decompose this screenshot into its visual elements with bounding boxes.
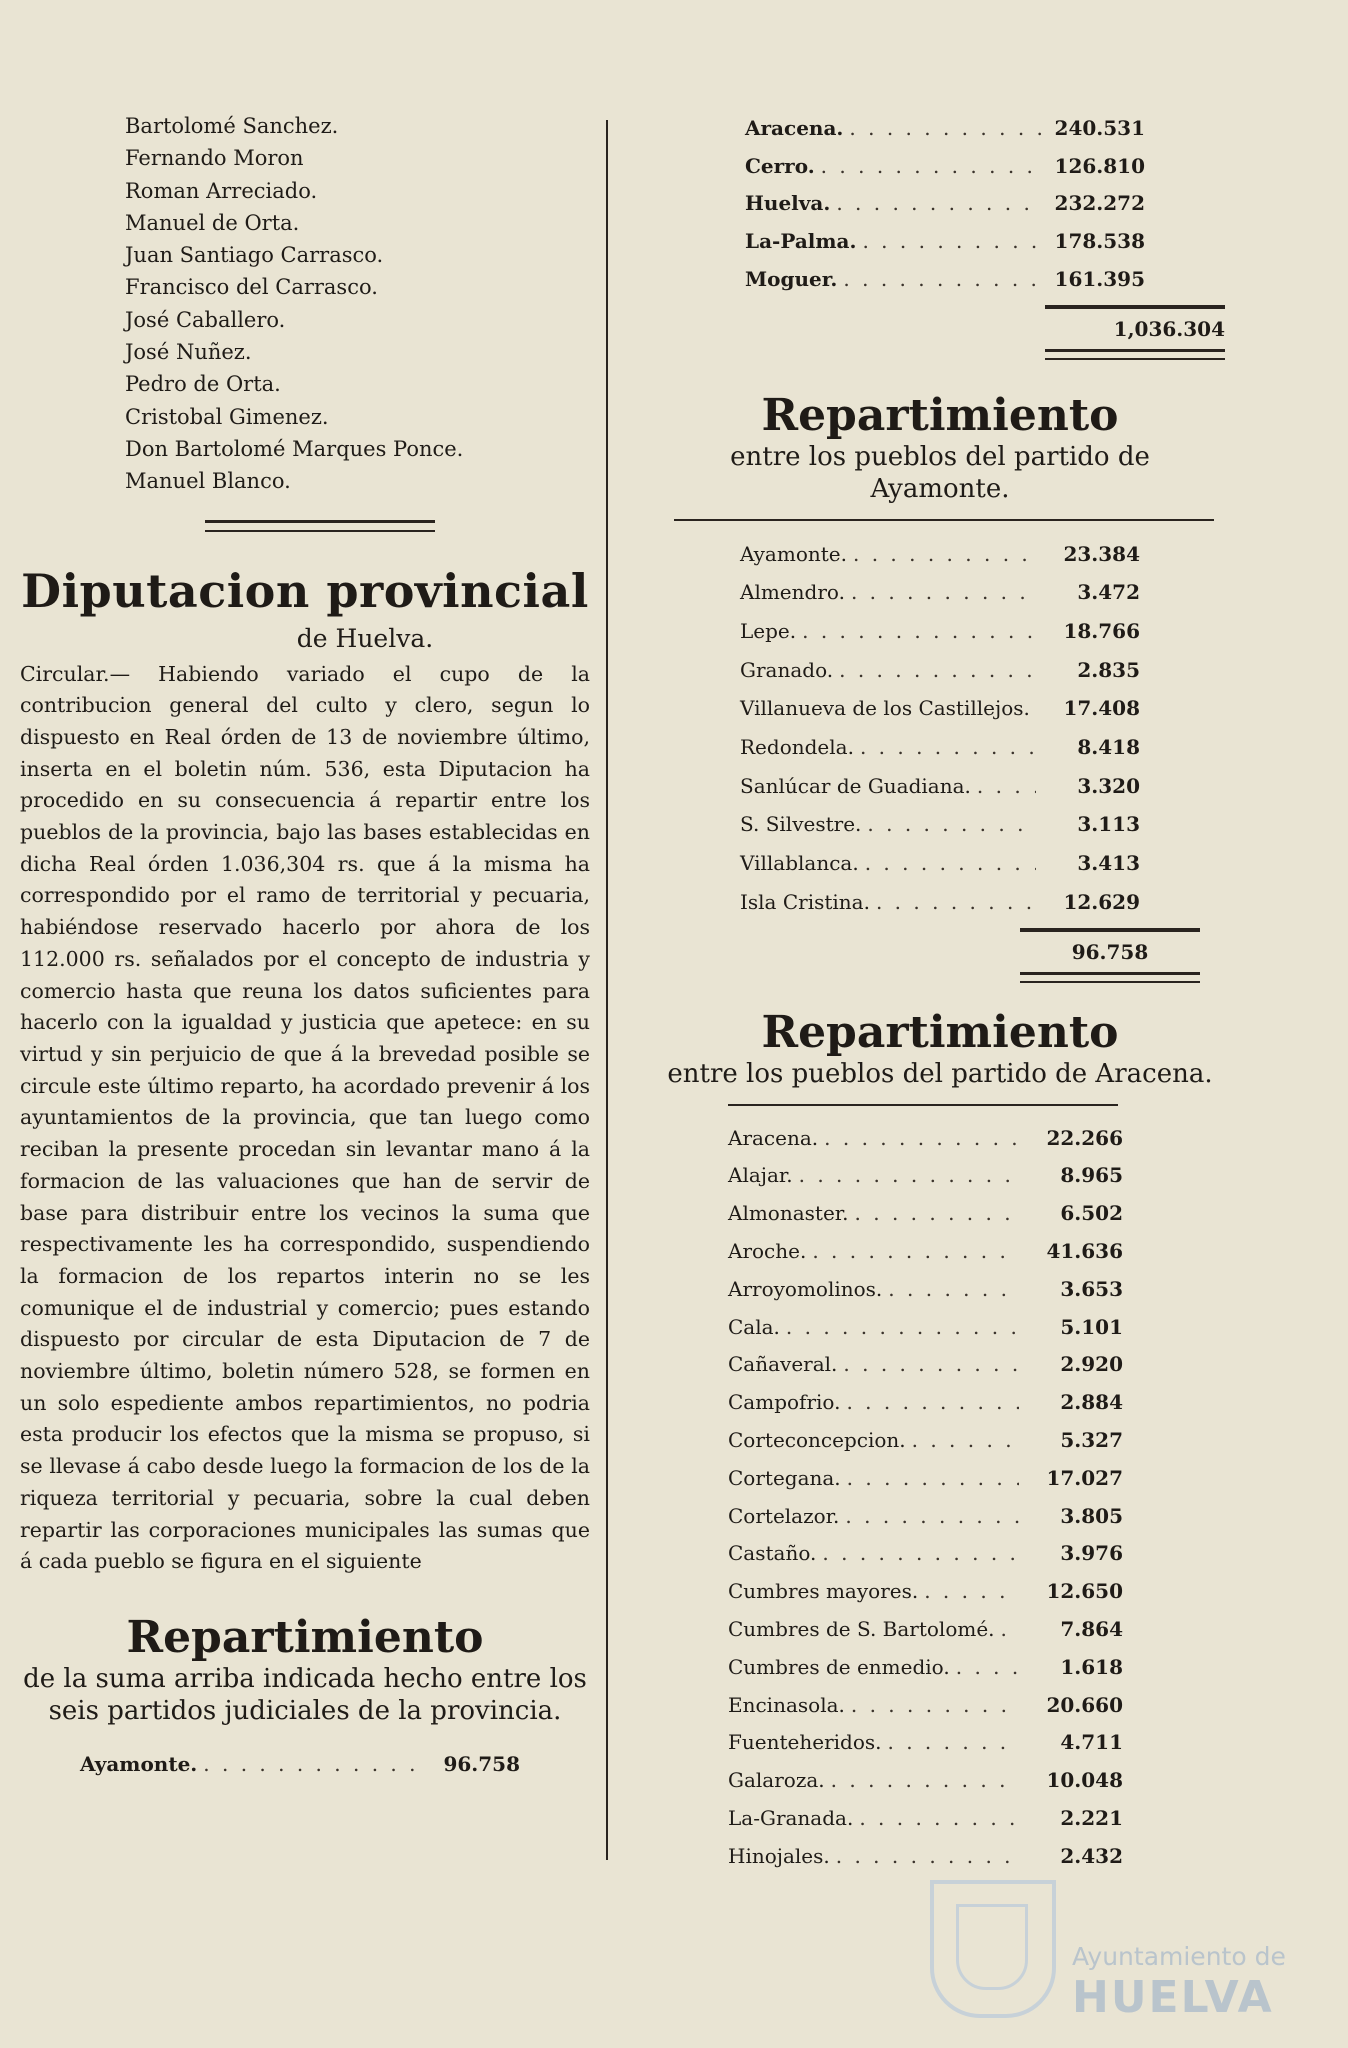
list-item bbox=[745, 185, 1145, 223]
signatory-name: Manuel de Orta. bbox=[125, 210, 300, 235]
item-name: Alajar. bbox=[728, 1163, 793, 1188]
rep-partidos-list-cont bbox=[660, 110, 1145, 299]
list-item bbox=[80, 1747, 520, 1781]
list-item bbox=[728, 1838, 1123, 1876]
item-name: Cumbres de enmedio. bbox=[728, 1654, 950, 1679]
leader-dots bbox=[849, 110, 1041, 148]
list-item bbox=[728, 1120, 1123, 1158]
item-value: 12.629 bbox=[1063, 889, 1140, 914]
list-item bbox=[728, 1384, 1123, 1422]
item-value: 3.472 bbox=[1077, 580, 1140, 605]
rep-partidos-subtitle: de la suma arriba indicada hecho entre los seis partidos judiciales de la provincia. bbox=[23, 1663, 587, 1726]
leader-dots bbox=[867, 805, 1036, 844]
item-name: Almendro. bbox=[740, 580, 845, 605]
rep-ayamonte-total-block bbox=[1020, 928, 1200, 983]
signatory-list bbox=[20, 110, 590, 498]
leader-dots bbox=[203, 1747, 416, 1781]
item-name: Isla Cristina. bbox=[740, 889, 870, 914]
item-name: Arroyomolinos. bbox=[728, 1276, 883, 1301]
list-item bbox=[728, 1498, 1123, 1536]
leader-dots bbox=[802, 612, 1036, 651]
list-item bbox=[728, 1800, 1123, 1838]
rep-ayamonte-total: 96.758 bbox=[1071, 939, 1149, 964]
list-item bbox=[728, 1460, 1123, 1498]
item-name: Huelva. bbox=[745, 191, 831, 216]
list-item bbox=[740, 651, 1140, 690]
list-item bbox=[728, 1195, 1123, 1233]
list-item bbox=[740, 844, 1140, 883]
leader-dots bbox=[851, 573, 1036, 612]
leader-dots bbox=[846, 1384, 1019, 1422]
list-item bbox=[740, 805, 1140, 844]
item-name: Cerro. bbox=[745, 153, 815, 178]
list-item bbox=[728, 1157, 1123, 1195]
list-item bbox=[728, 1573, 1123, 1611]
left-column bbox=[20, 110, 590, 1781]
item-value: 8.418 bbox=[1077, 735, 1140, 760]
leader-dots bbox=[851, 1687, 1019, 1725]
item-name: Lepe. bbox=[740, 618, 797, 643]
list-item bbox=[745, 110, 1145, 148]
section-separator bbox=[205, 520, 435, 532]
item-value: 10.048 bbox=[1046, 1768, 1123, 1793]
list-item bbox=[728, 1535, 1123, 1573]
item-value: 4.711 bbox=[1060, 1730, 1123, 1755]
item-value: 3.113 bbox=[1077, 812, 1140, 837]
item-name: Castaño. bbox=[728, 1541, 817, 1566]
list-item bbox=[745, 148, 1145, 186]
item-value: 23.384 bbox=[1063, 541, 1140, 566]
item-value: 2.884 bbox=[1060, 1390, 1123, 1415]
leader-dots bbox=[1001, 1611, 1019, 1649]
item-name: Villanueva de los Castillejos. bbox=[740, 696, 1030, 721]
item-value: 2.432 bbox=[1060, 1843, 1123, 1868]
rep-aracena-subtitle: entre los pueblos del partido de Aracena. bbox=[667, 1058, 1213, 1089]
leader-dots bbox=[847, 1460, 1019, 1498]
section-rule bbox=[728, 1104, 1118, 1106]
signatory-name: Francisco del Carrasco. bbox=[125, 275, 378, 300]
item-name: Campofrio. bbox=[728, 1390, 841, 1415]
list-item bbox=[728, 1649, 1123, 1687]
item-value: 3.805 bbox=[1060, 1503, 1123, 1528]
item-value: 2.221 bbox=[1060, 1805, 1123, 1830]
column-divider bbox=[606, 120, 608, 1860]
leader-dots bbox=[786, 1309, 1019, 1347]
leader-dots bbox=[836, 1838, 1019, 1876]
item-name: Ayamonte. bbox=[740, 541, 847, 566]
item-value: 3.413 bbox=[1077, 851, 1140, 876]
rep-partidos-title: Repartimiento bbox=[126, 1611, 484, 1663]
item-name: Cumbres de S. Bartolomé. bbox=[728, 1616, 995, 1641]
item-name: Granado. bbox=[740, 657, 834, 682]
list-item bbox=[728, 1422, 1123, 1460]
item-value: 12.650 bbox=[1046, 1579, 1123, 1604]
leader-dots bbox=[853, 535, 1036, 574]
list-item bbox=[740, 573, 1140, 612]
item-value: 6.502 bbox=[1060, 1201, 1123, 1226]
item-value: 232.272 bbox=[1054, 191, 1145, 216]
item-name: Redondela. bbox=[740, 735, 854, 760]
item-name: Galaroza. bbox=[728, 1768, 825, 1793]
item-value: 18.766 bbox=[1063, 618, 1140, 643]
ayuntamiento-watermark bbox=[930, 1880, 1310, 2023]
item-value: 7.864 bbox=[1060, 1616, 1123, 1641]
total-rule bbox=[1045, 349, 1225, 360]
leader-dots bbox=[824, 1120, 1019, 1158]
leader-dots bbox=[956, 1649, 1019, 1687]
leader-dots bbox=[888, 1724, 1020, 1762]
item-value: 126.810 bbox=[1054, 153, 1145, 178]
item-name: Cala. bbox=[728, 1314, 780, 1339]
item-name: Corteconcepcion. bbox=[728, 1427, 906, 1452]
leader-dots bbox=[977, 767, 1036, 806]
item-name: Cumbres mayores. bbox=[728, 1579, 919, 1604]
section-rule bbox=[674, 519, 1214, 521]
coat-of-arms-icon bbox=[930, 1880, 1056, 2018]
item-name: Aroche. bbox=[728, 1238, 807, 1263]
signatory-name: Roman Arreciado. bbox=[125, 178, 318, 203]
item-value: 17.408 bbox=[1063, 696, 1140, 721]
item-value: 8.965 bbox=[1060, 1163, 1123, 1188]
item-name: Aracena. bbox=[728, 1125, 819, 1150]
sum-rule bbox=[1045, 305, 1225, 309]
list-item bbox=[740, 728, 1140, 767]
signatory-name: Fernando Moron bbox=[125, 146, 304, 171]
item-name: Cortelazor. bbox=[728, 1503, 840, 1528]
leader-dots bbox=[839, 651, 1036, 690]
item-name: S. Silvestre. bbox=[740, 812, 862, 837]
item-value: 3.653 bbox=[1060, 1276, 1123, 1301]
list-item bbox=[728, 1611, 1123, 1649]
list-item bbox=[745, 261, 1145, 299]
leader-dots bbox=[859, 1800, 1019, 1838]
item-value: 2.920 bbox=[1060, 1352, 1123, 1377]
list-item bbox=[728, 1271, 1123, 1309]
signatory-name: Cristobal Gimenez. bbox=[125, 404, 329, 429]
leader-dots bbox=[831, 1762, 1019, 1800]
item-name: La-Granada. bbox=[728, 1805, 854, 1830]
signatory-name: Don Bartolomé Marques Ponce. bbox=[125, 436, 464, 461]
leader-dots bbox=[799, 1157, 1019, 1195]
rep-ayamonte-subtitle: entre los pueblos del partido de Ayamonte. bbox=[730, 441, 1150, 504]
leader-dots bbox=[865, 844, 1036, 883]
leader-dots bbox=[845, 1498, 1019, 1536]
item-value: 20.660 bbox=[1046, 1692, 1123, 1717]
leader-dots bbox=[888, 1271, 1019, 1309]
leader-dots bbox=[860, 728, 1036, 767]
list-item bbox=[740, 767, 1140, 806]
leader-dots bbox=[843, 261, 1041, 299]
signatory-name: José Caballero. bbox=[125, 307, 286, 332]
rep-partidos-total: 1,036.304 bbox=[1113, 316, 1225, 341]
leader-dots bbox=[855, 1195, 1019, 1233]
rep-ayamonte-title: Repartimiento bbox=[761, 389, 1119, 441]
leader-dots bbox=[876, 883, 1036, 922]
item-name: Sanlúcar de Guadiana. bbox=[740, 773, 971, 798]
rep-partidos-list-start bbox=[20, 1747, 520, 1781]
item-value: 178.538 bbox=[1054, 229, 1145, 254]
leader-dots bbox=[822, 1535, 1019, 1573]
leader-dots bbox=[812, 1233, 1019, 1271]
leader-dots bbox=[821, 148, 1041, 186]
signatory-name: Manuel Blanco. bbox=[125, 469, 291, 494]
item-value: 22.266 bbox=[1046, 1125, 1123, 1150]
item-name: Fuenteheridos. bbox=[728, 1730, 882, 1755]
list-item bbox=[728, 1762, 1123, 1800]
leader-dots bbox=[836, 185, 1041, 223]
leader-dots bbox=[912, 1422, 1019, 1460]
item-value: 96.758 bbox=[443, 1751, 520, 1776]
item-value: 3.320 bbox=[1077, 773, 1140, 798]
diputacion-title: Diputacion provincial bbox=[21, 563, 589, 618]
item-name: Villablanca. bbox=[740, 851, 859, 876]
list-item bbox=[728, 1233, 1123, 1271]
item-value: 17.027 bbox=[1046, 1465, 1123, 1490]
rep-ayamonte-list bbox=[660, 535, 1140, 922]
rep-partidos-total-block bbox=[1045, 305, 1225, 360]
item-value: 41.636 bbox=[1046, 1238, 1123, 1263]
item-name: Cortegana. bbox=[728, 1465, 841, 1490]
watermark-line2: HUELVA bbox=[1072, 1972, 1274, 2023]
item-value: 5.101 bbox=[1060, 1314, 1123, 1339]
list-item bbox=[740, 612, 1140, 651]
watermark-line1: Ayuntamiento de bbox=[1072, 1942, 1286, 1971]
signatory-name: Bartolomé Sanchez. bbox=[125, 114, 339, 138]
leader-dots bbox=[862, 223, 1041, 261]
item-name: Cañaveral. bbox=[728, 1352, 838, 1377]
item-name: Encinasola. bbox=[728, 1692, 845, 1717]
list-item bbox=[740, 883, 1140, 922]
item-value: 5.327 bbox=[1060, 1427, 1123, 1452]
list-item bbox=[740, 535, 1140, 574]
item-value: 2.835 bbox=[1077, 657, 1140, 682]
leader-dots bbox=[843, 1346, 1019, 1384]
item-value: 1.618 bbox=[1060, 1654, 1123, 1679]
list-item bbox=[745, 223, 1145, 261]
item-name: Almonaster. bbox=[728, 1201, 849, 1226]
signatory-name: José Nuñez. bbox=[125, 340, 252, 365]
total-rule bbox=[1020, 972, 1200, 983]
item-value: 3.976 bbox=[1060, 1541, 1123, 1566]
rep-aracena-title: Repartimiento bbox=[761, 1006, 1119, 1058]
rep-aracena-list bbox=[660, 1120, 1123, 1876]
list-item bbox=[728, 1724, 1123, 1762]
item-value: 161.395 bbox=[1054, 266, 1145, 291]
signatory-name: Juan Santiago Carrasco. bbox=[125, 243, 384, 268]
list-item bbox=[728, 1309, 1123, 1347]
list-item bbox=[728, 1687, 1123, 1725]
item-name: Aracena. bbox=[745, 116, 844, 140]
item-name: Ayamonte. bbox=[80, 1751, 198, 1776]
item-name: Moguer. bbox=[745, 266, 838, 291]
list-item bbox=[740, 689, 1140, 728]
list-item bbox=[728, 1346, 1123, 1384]
circular-paragraph: Circular.— Habiendo variado el cupo de la contribucion general del culto y clero, segun lo dispuesto en Real órden de 13 de noviembre último, inserta en el boletin núm. 536, esta Diputacion ha procedido en su consecuencia á repartir entre los pueblos de la provincia, bajo las bases establecidas en dicha Real órden 1.036,304 rs. que á la misma ha correspondido por el ramo de territorial y pecuaria, habiéndose reservado hacerlo por ahora de los 112.000 rs. señalados por el concepto de industria y comercio hasta que reuna los datos suficientes para hacerlo con la igualdad y justicia que apetece: en su virtud y sin perjuicio de que á la brevedad posible se circule este último reparto, ha acordado prevenir á los ayuntamientos de la provincia, que tan luego como reciban la presente procedan sin levantar mano á la formacion de las valuaciones que han de servir de base para distribuir entre los vecinos la suma que respectivamente les ha correspondido, suspendiendo la formacion de los repartos interin no se les comunique el de industrial y comercio; pues estando dispuesto por circular de esta Diputacion de 7 de noviembre último, boletin número 528, se formen en un solo espediente ambos repartimientos, no podria esta producir los efectos que la misma se propuso, si se llevase á cabo desde luego la formacion de los de la riqueza territorial y pecuaria, sobre la cual deben repartir las corporaciones municipales las sumas que á cada pueblo se figura en el siguiente bbox=[20, 661, 590, 1574]
diputacion-subtitle: de Huelva. bbox=[296, 623, 434, 653]
signatory-name: Pedro de Orta. bbox=[125, 372, 281, 397]
right-column bbox=[660, 110, 1225, 1875]
leader-dots bbox=[924, 1573, 1019, 1611]
item-value: 240.531 bbox=[1054, 116, 1145, 140]
item-name: Hinojales. bbox=[728, 1843, 830, 1868]
sum-rule bbox=[1020, 928, 1200, 932]
item-name: La-Palma. bbox=[745, 229, 857, 254]
